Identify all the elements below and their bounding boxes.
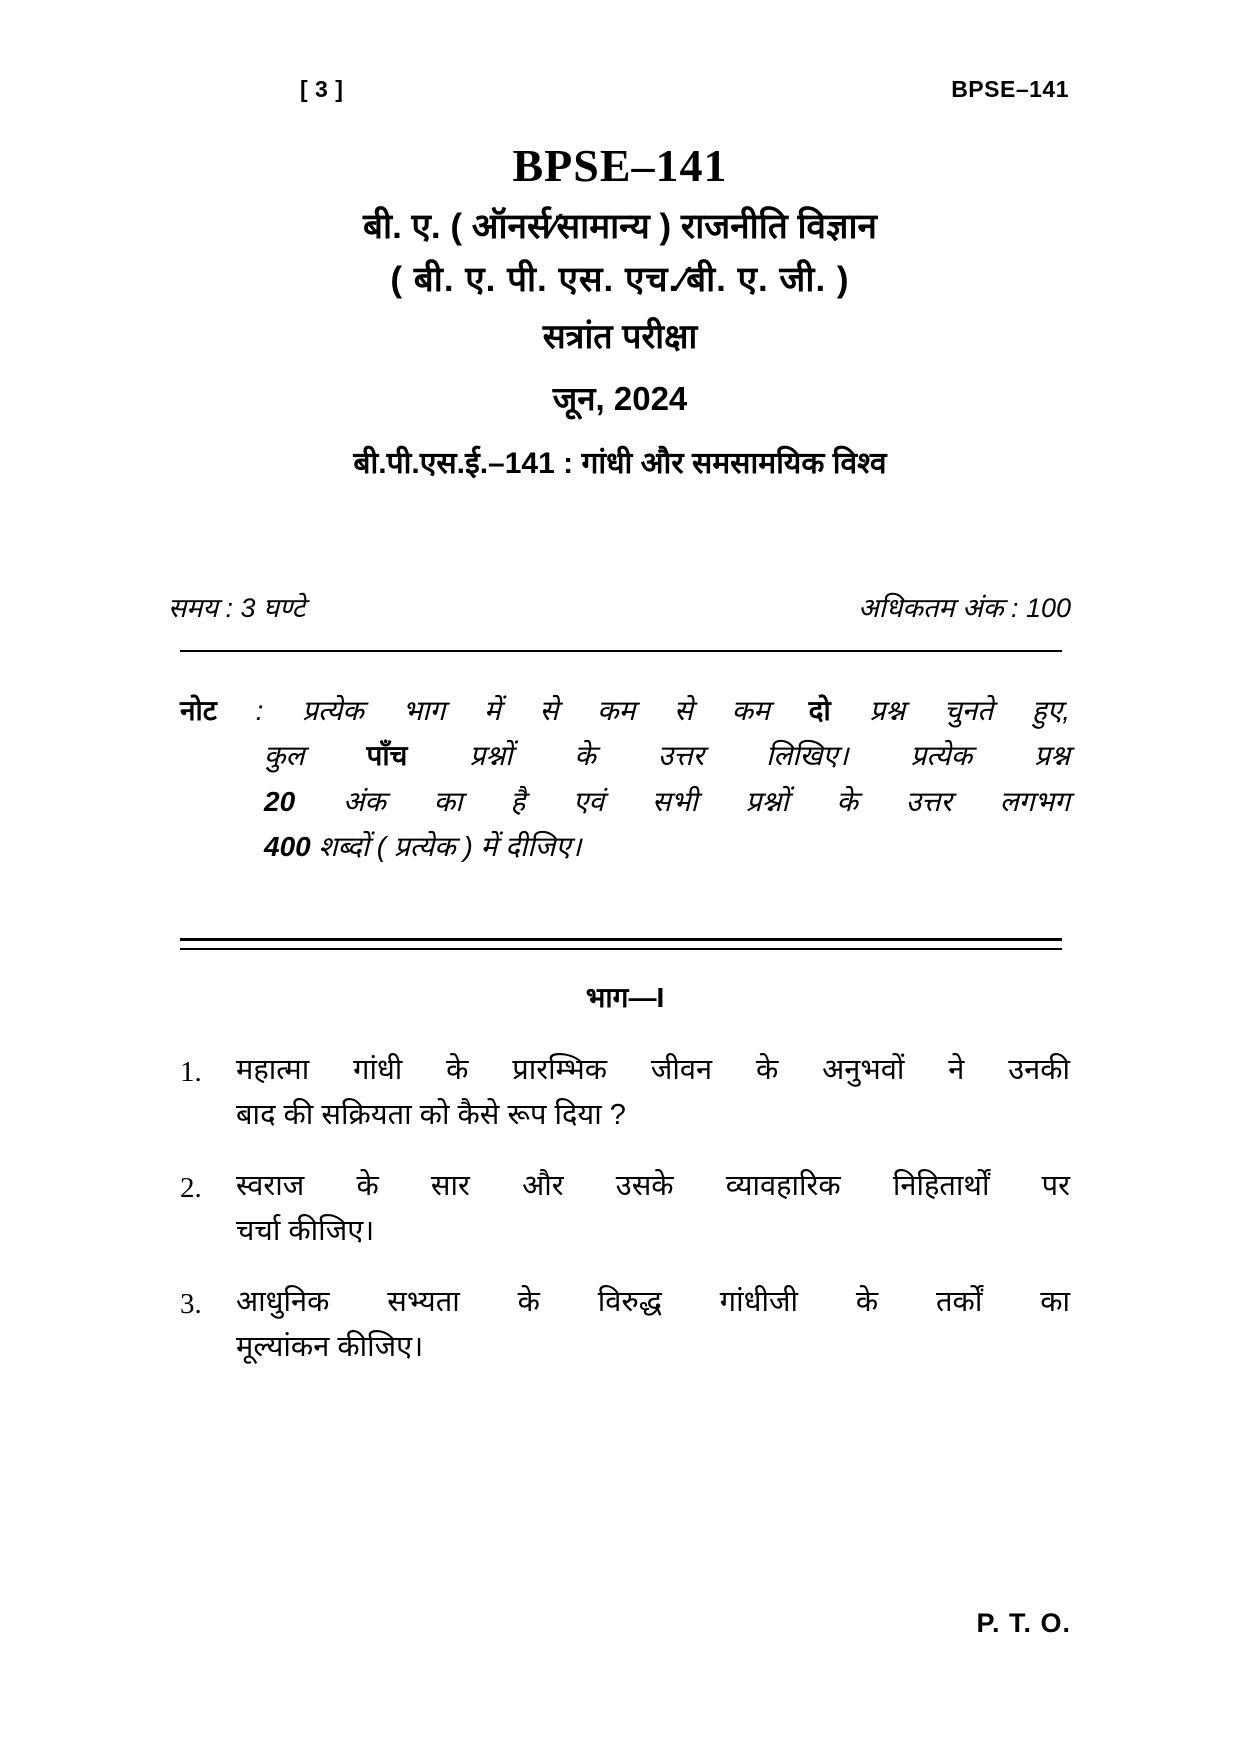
question-line: स्वराज के सार और उसके व्यावहारिक निहितार्थों पर [236,1169,1070,1202]
programme-name-line-2: ( बी. ए. पी. एस. एच.∕बी. ए. जी. ) [390,260,850,300]
time-and-marks-row [168,588,1073,625]
note-emphasis-four-hundred: 400 [264,831,311,863]
note-emphasis-five: पाँच [366,740,408,772]
question-line: मूल्यांकन कीजिए। [236,1330,424,1363]
horizontal-rule-top [180,650,1062,652]
note-line-1-part-a: प्रत्येक भाग में से कम से कम [302,695,770,726]
page-number: [ 3 ] [300,76,344,102]
note-line-1-part-b: प्रश्न चुनते हुए, [869,695,1070,726]
question-number: 3. [180,1287,202,1320]
note-separator: : [255,695,264,726]
note-block [180,688,1070,869]
question-number: 1. [180,1056,202,1088]
question-line: आधुनिक सभ्यता के विरुद्ध गांधीजी के तर्कों का [236,1285,1070,1318]
question-number: 2. [180,1171,202,1204]
running-head [165,76,1075,103]
question-item [180,1048,1070,1138]
question-item [180,1280,1070,1370]
question-line: महात्मा गांधी के प्रारम्भिक जीवन के अनुभवों ने उनकी [236,1054,1070,1086]
note-line-2-part-b: प्रश्नों के उत्तर लिखिए। प्रत्येक प्रश्न [469,740,1071,772]
exam-type-line: सत्रांत परीक्षा [542,318,698,357]
title-block [165,140,1075,484]
horizontal-rule-double [180,938,1062,950]
question-line: बाद की सक्रियता को कैसे रूप दिया ? [236,1098,626,1131]
running-head-paper-code: BPSE–141 [951,76,1069,102]
note-emphasis-two: दो [808,695,831,726]
part-heading: भाग—I [585,982,665,1013]
time-allowed: समय : 3 घण्टे [168,593,306,623]
maximum-marks: अधिकतम अंक : 100 [858,593,1071,623]
course-subject-line: बी.पी.एस.ई.–141 : गांधी और समसामयिक विश्व [353,446,887,480]
note-line-3-part-b: अंक का है एवं सभी प्रश्नों के उत्तर लगभग [343,785,1070,817]
paper-code-title: BPSE–141 [512,140,728,191]
question-line: चर्चा कीजिए। [236,1214,375,1247]
note-label: नोट [180,695,217,726]
programme-name-line-1: बी. ए. ( ऑनर्स∕सामान्य ) राजनीति विज्ञान [363,206,877,246]
question-text [236,1280,1070,1370]
note-line-2-part-a: कुल [264,740,305,772]
exam-session-line: जून, 2024 [552,380,688,418]
note-emphasis-twenty: 20 [264,785,296,817]
question-item [180,1164,1070,1254]
note-line-4-part-b: शब्दों ( प्रत्येक ) में दीजिए। [318,831,582,863]
question-text [236,1164,1070,1254]
question-text [236,1048,1070,1138]
question-list [180,1048,1070,1396]
page-turn-over-note: P. T. O. [976,1608,1071,1638]
